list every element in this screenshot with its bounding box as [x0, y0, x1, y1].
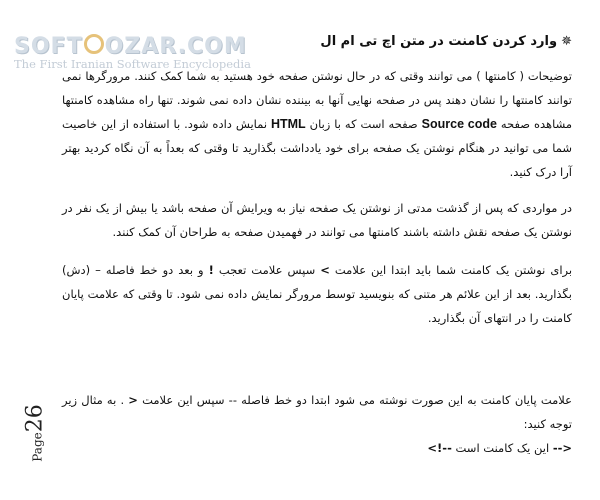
- page-word: Page: [30, 432, 45, 462]
- watermark-tagline: The First Iranian Software Encyclopedia: [14, 57, 251, 71]
- code-comment-close: --!>: [427, 441, 452, 455]
- term-source-code: Source code: [421, 117, 497, 131]
- paragraph-comment-start: [62, 258, 572, 330]
- term-html: HTML: [270, 117, 306, 131]
- paragraph-text: برای نوشتن یک کامنت شما باید ابتدا این علامت: [334, 263, 573, 277]
- paragraph-text: و بعد دو خط فاصله – (دش) بگذارید. بعد از این علائم هر متنی که بنویسید توسط مرورگر نمایش داده نمی شود. تا وقتی که علامت پایان کامنت را در انتهای آن بگذارید.: [62, 263, 572, 325]
- star-bullet-icon: ✵: [561, 34, 572, 49]
- heading-title: وارد کردن کامنت در متن اچ تی ام ال: [320, 34, 558, 49]
- comment-example: [62, 436, 572, 460]
- symbol-open: >: [320, 263, 330, 277]
- document-body: [62, 64, 572, 460]
- page-number: [18, 396, 52, 470]
- paragraph-text: نمایش داده شود. با استفاده از این خاصیت شما می توانید در هنگام نوشتن یک صفحه برای خود یادداشت بگذارید تا وقتی که بعداً به آن نگاه کردید بهتر آرا درک کنید.: [62, 117, 572, 179]
- section-heading: [320, 34, 572, 49]
- paragraph-text: صفحه است که با زبان: [309, 117, 418, 131]
- paragraph-text: علامت پایان کامنت به این صورت نوشته می شود ابتدا دو خط فاصله -- سپس این علامت: [142, 393, 573, 407]
- paragraph-text: توضیحات ( کامنتها ) می توانند وقتی که در حال نوشتن صفحه خود هستید به شما کمک کنند. مرورگرها نمی توانند کامنتها را نشان دهند پس در صفحه نهایی آنها به بیننده نشان داده نمی شوند. تنها راه مشاهده کامنتها مشاهده صفحه: [62, 69, 573, 131]
- paragraph-text: . به مثال زیر توجه کنید:: [62, 393, 572, 431]
- paragraph-text: سپس علامت تعجب: [218, 263, 316, 277]
- paragraph-editing: در مواردی که پس از گذشت مدتی از نوشتن یک صفحه نیاز به ویرایش آن صفحه باشد یا بیش از یک نفر در نوشتن یک صفحه نقش داشته باشند کامنتها می توانند در فهمیدن صفحه به طراحان آن کمک کنند.: [62, 201, 572, 239]
- watermark-logo: SOFT OZAR.COM: [14, 34, 247, 59]
- code-comment-open: <--: [552, 441, 572, 455]
- page-number-value: 26: [22, 404, 48, 433]
- paragraph-comment-end: [62, 388, 572, 436]
- symbol-exclamation: !: [208, 263, 214, 277]
- paragraph-intro: [62, 64, 572, 184]
- symbol-close: <: [128, 393, 138, 407]
- code-comment-text: این یک کامنت است: [455, 441, 550, 455]
- watermark-g-ring-icon: [84, 34, 104, 54]
